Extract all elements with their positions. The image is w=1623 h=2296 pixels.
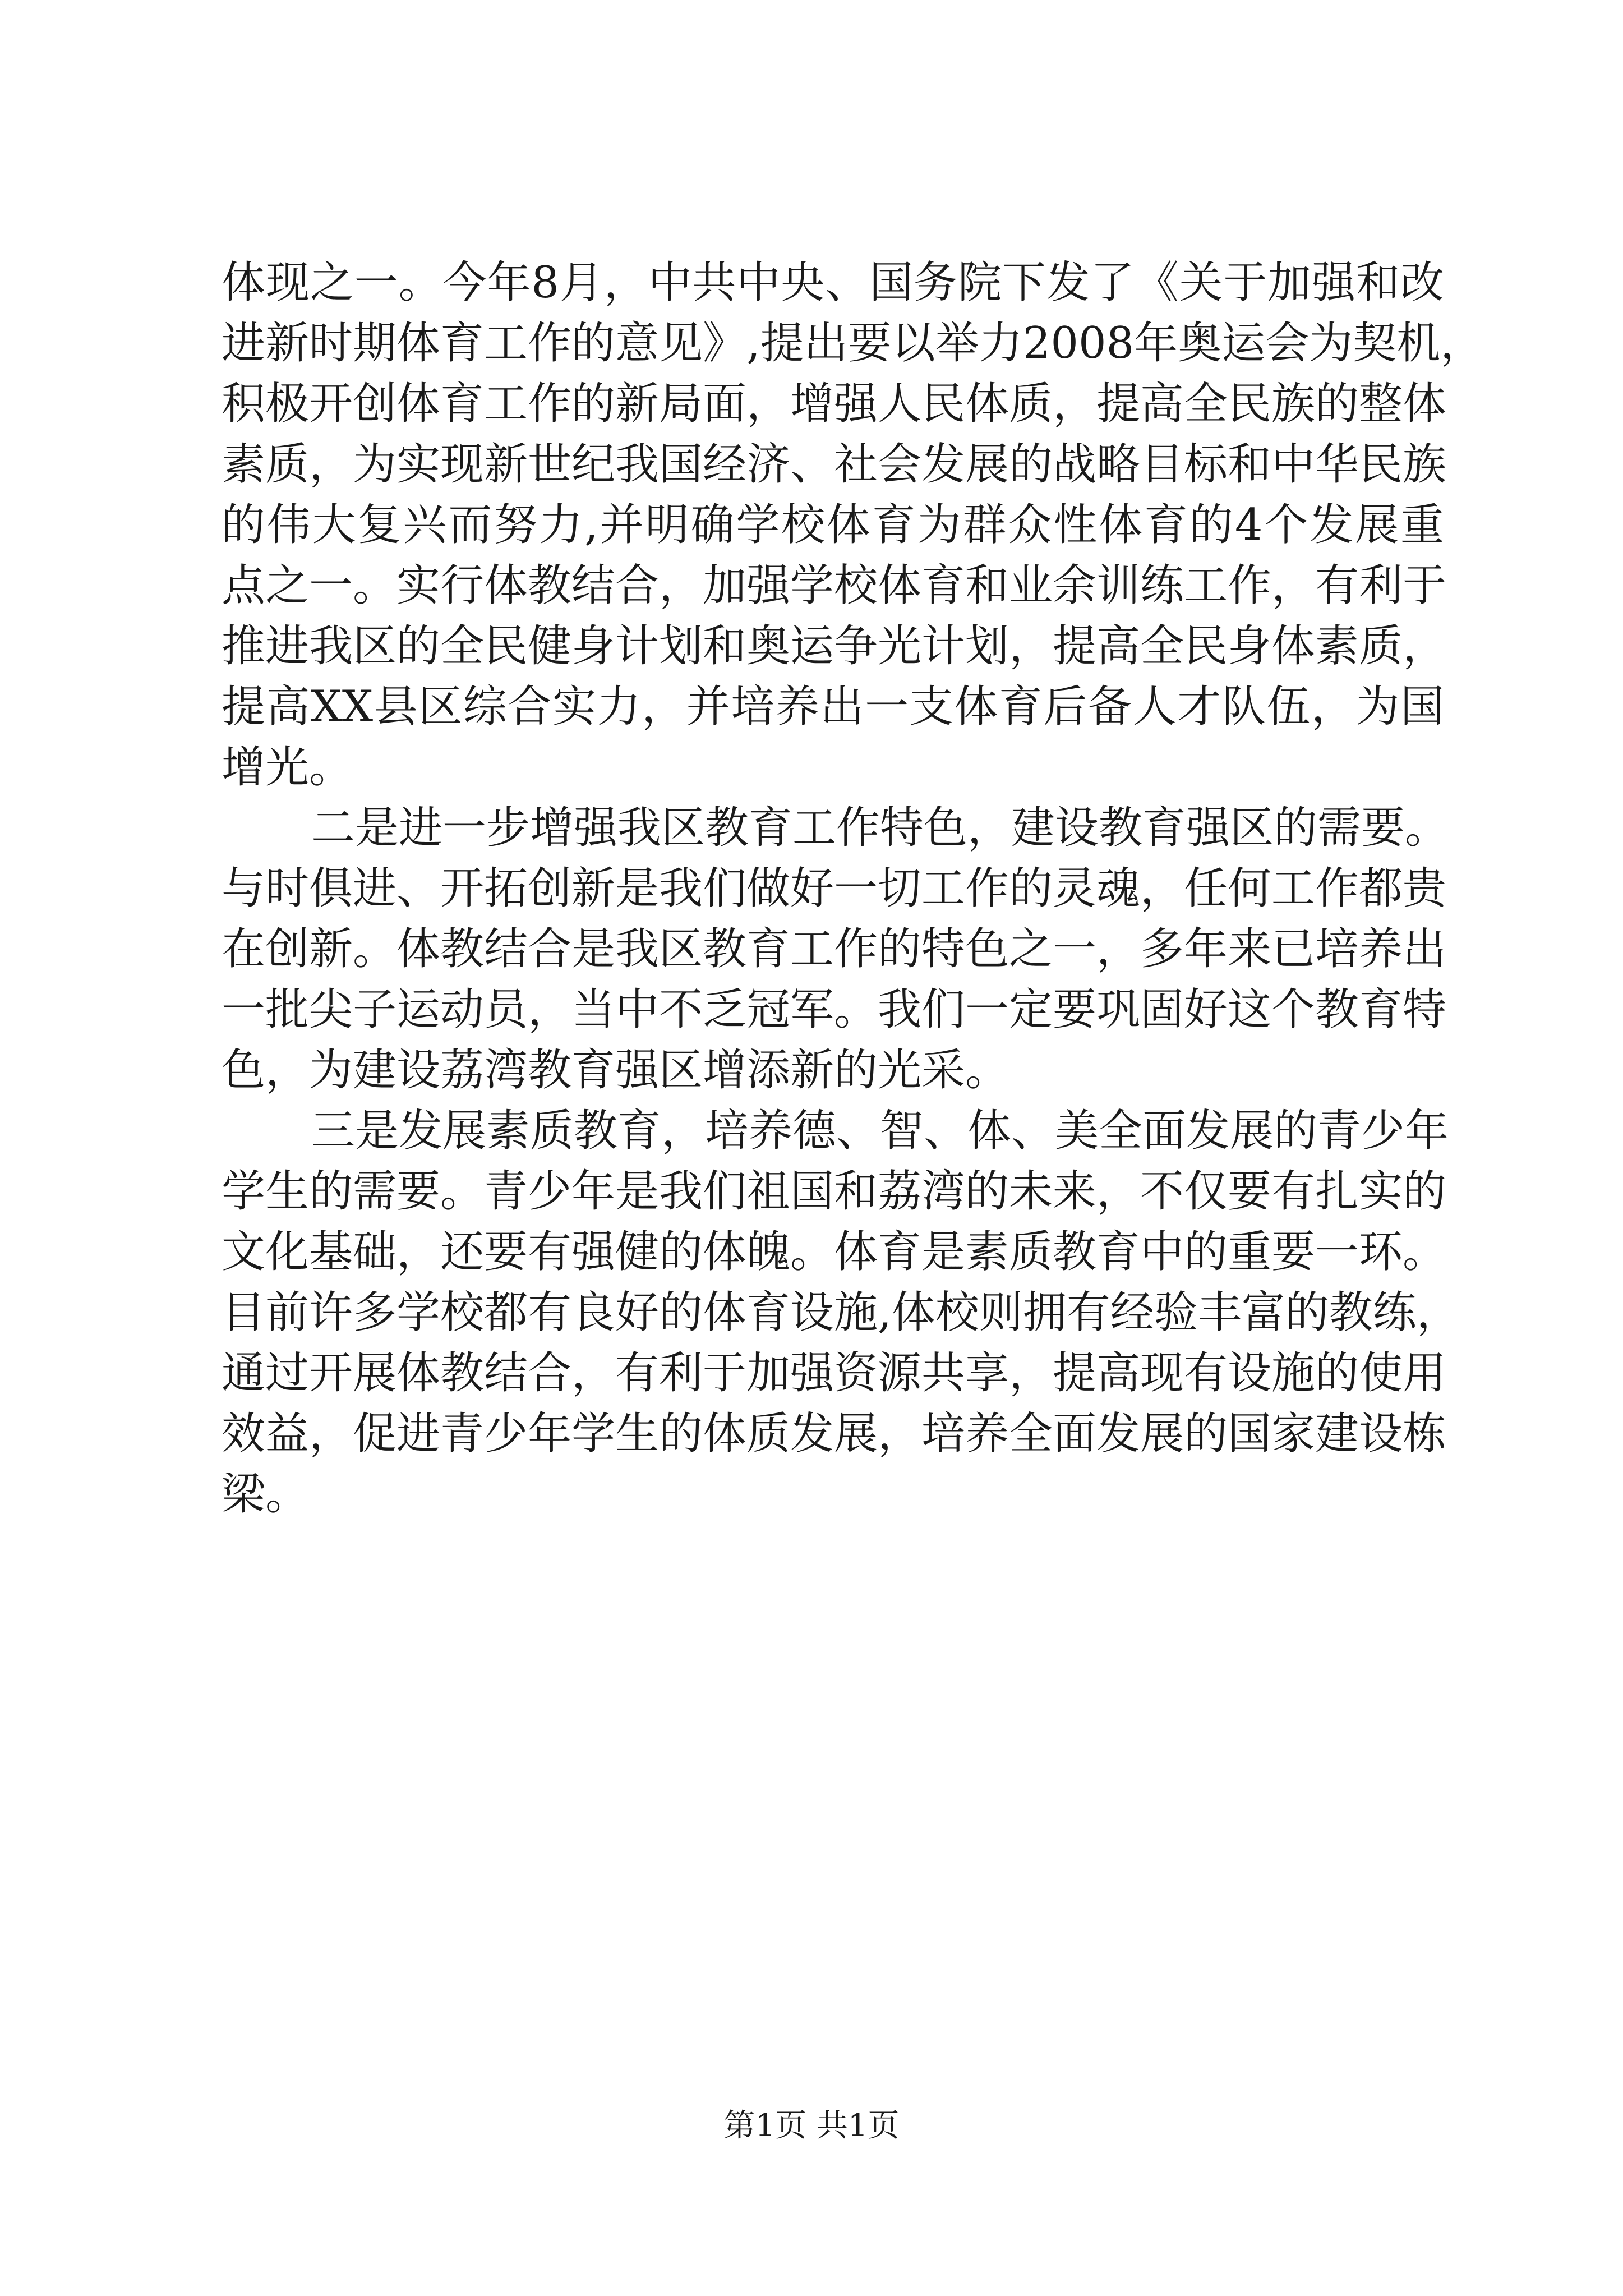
body-line: 推进我区的全民健身计划和奥运争光计划，提高全民身体素质，: [222, 621, 1447, 671]
body-line: 积极开创体育工作的新局面，增强人民体质，提高全民族的整体: [222, 379, 1447, 429]
body-line: 点之一。实行体教结合，加强学校体育和业余训练工作，有利于: [222, 560, 1447, 611]
body-line: 效益，促进青少年学生的体质发展，培养全面发展的国家建设栋: [222, 1409, 1447, 1459]
body-line: 色，为建设荔湾教育强区增添新的光采。: [222, 1045, 1009, 1096]
body-line: 素质，为实现新世纪我国经济、社会发展的战略目标和中华民族: [222, 439, 1447, 490]
document-body: [222, 252, 1484, 1525]
page-number-footer: 第1页 共1页: [723, 2108, 900, 2144]
body-line: 提高XX县区综合实力，并培养出一支体育后备人才队伍，为国: [222, 682, 1444, 732]
body-line: 通过开展体教结合，有利于加强资源共享，提高现有设施的使用: [222, 1348, 1447, 1398]
body-line-paragraph-start: 三是发展素质教育，培养德、智、体、美全面发展的青少年: [311, 1106, 1449, 1156]
body-line: 体现之一。今年8月，中共中央、国务院下发了《关于加强和改: [222, 257, 1444, 308]
body-line: 的伟大复兴而努力,并明确学校体育为群众性体育的4个发展重: [222, 500, 1444, 550]
body-line-paragraph-start: 二是进一步增强我区教育工作特色，建设教育强区的需要。: [311, 803, 1449, 853]
body-line: 增光。: [222, 742, 353, 793]
body-line: 与时俱进、开拓创新是我们做好一切工作的灵魂，任何工作都贵: [222, 863, 1447, 914]
body-line: 学生的需要。青少年是我们祖国和荔湾的未来，不仅要有扎实的: [222, 1166, 1447, 1217]
body-line: 一批尖子运动员，当中不乏冠军。我们一定要巩固好这个教育特: [222, 984, 1447, 1035]
body-line: 在创新。体教结合是我区教育工作的特色之一，多年来已培养出: [222, 924, 1447, 974]
body-line: 目前许多学校都有良好的体育设施,体校则拥有经验丰富的教练，: [222, 1287, 1460, 1338]
body-line: 梁。: [222, 1469, 310, 1520]
body-line: 文化基础，还要有强健的体魄。体育是素质教育中的重要一环。: [222, 1227, 1447, 1277]
body-line: 进新时期体育工作的意见》,提出要以举力2008年奥运会为契机，: [222, 318, 1484, 369]
